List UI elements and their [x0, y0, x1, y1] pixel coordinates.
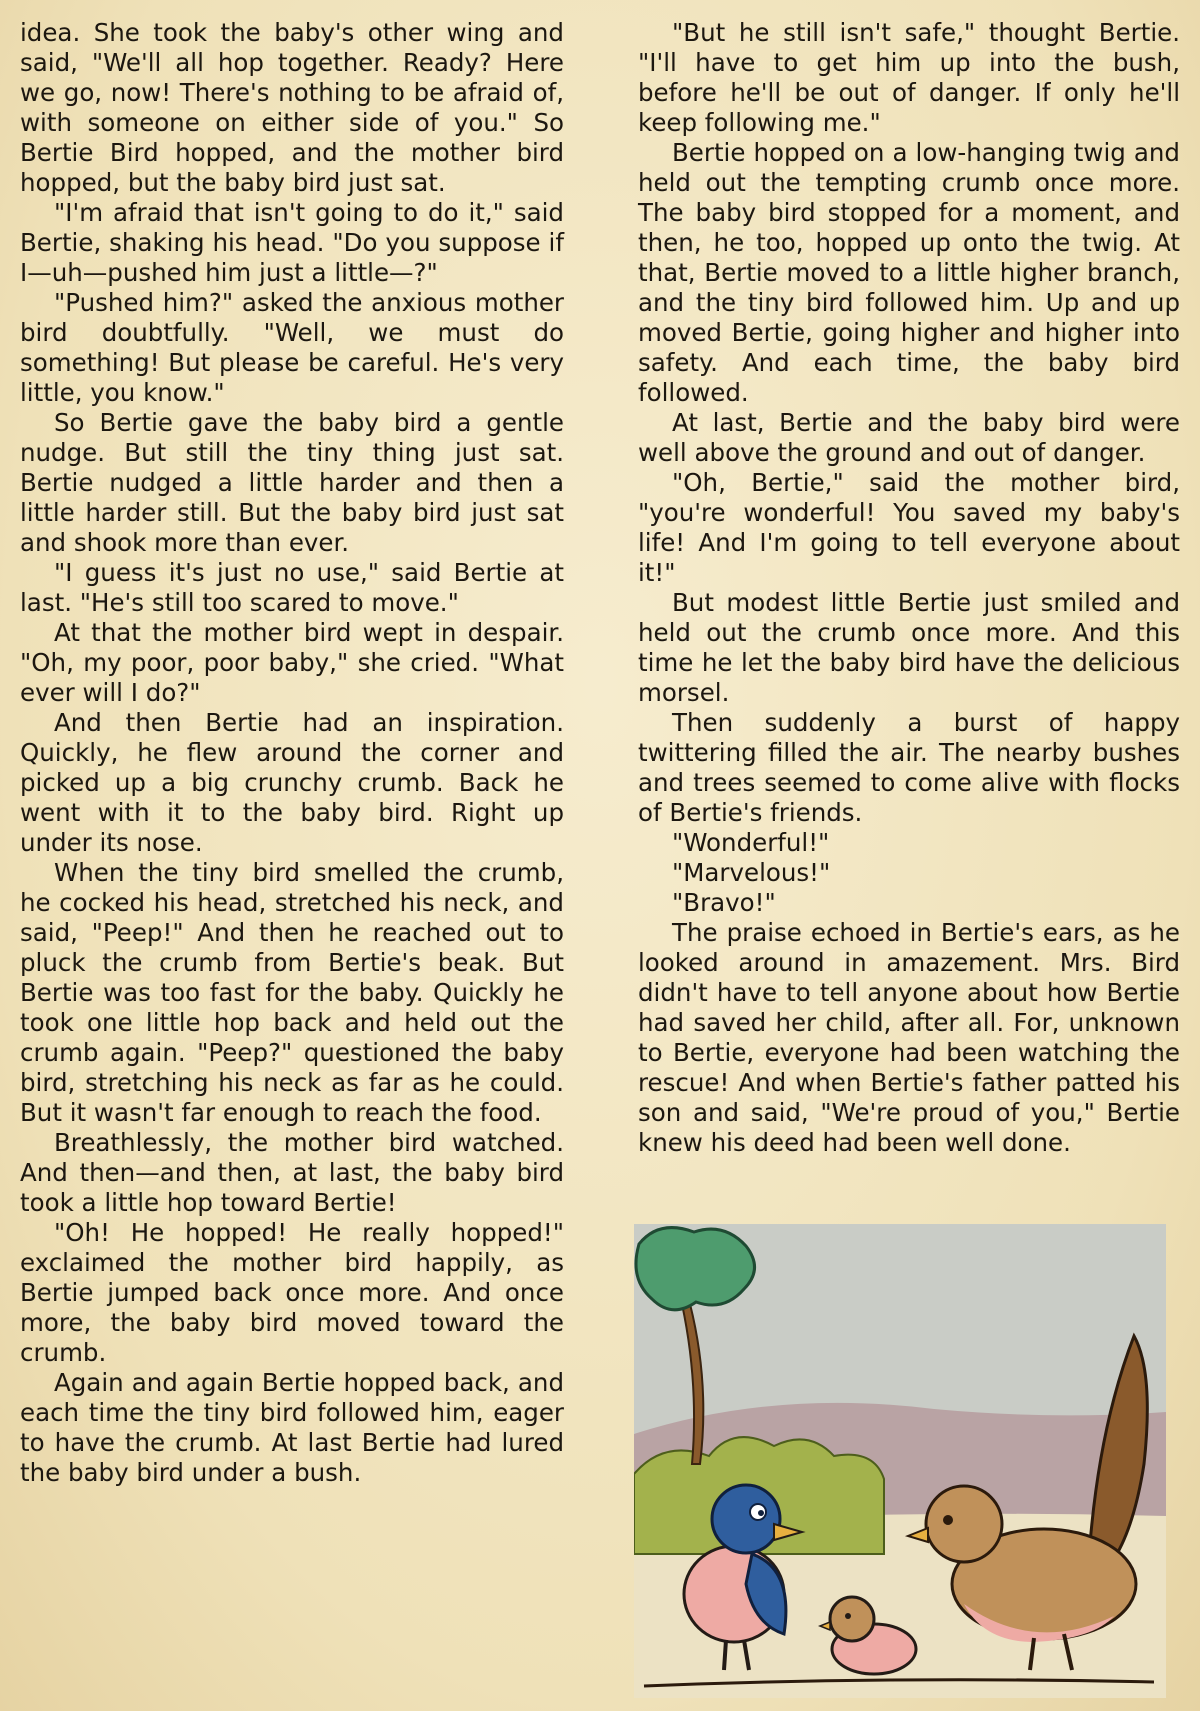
baby-eye [845, 1613, 851, 1619]
paragraph: So Bertie gave the baby bird a gentle nudge. But still the tiny thing just sat. Bertie nudged a little harder and then a little harder still. But the baby bird just sat and shook more than ever. [20, 408, 564, 557]
paragraph: "Pushed him?" asked the anxious mother bird doubtfully. "Well, we must do something! But please be careful. He's very little, you know." [20, 288, 564, 407]
paragraph: The praise echoed in Bertie's ears, as he looked around in amazement. Mrs. Bird didn't have to tell anyone about how Bertie had saved her child, after all. For, unknown to Bertie, everyone had been watching the rescue! And when Bertie's father patted his son and said, "We're proud of you," Bertie knew his deed had been well done. [638, 918, 1180, 1157]
paragraph: But modest little Bertie just smiled and held out the crumb once more. And this time he let the baby bird have the delicious morsel. [638, 588, 1180, 707]
bertie-head [712, 1485, 780, 1553]
paragraph: "Wonderful!" [672, 828, 830, 857]
right-column [638, 18, 1180, 1158]
paragraph: At that the mother bird wept in despair. "Oh, my poor, poor baby," she cried. "What ever will I do?" [20, 618, 564, 707]
birds-illustration [634, 1224, 1166, 1698]
paragraph: At last, Bertie and the baby bird were well above the ground and out of danger. [638, 408, 1180, 467]
mother-eye [943, 1515, 953, 1525]
mother-head [926, 1486, 1002, 1562]
paragraph: idea. She took the baby's other wing and said, "We'll all hop together. Ready? Here we go, now! There's nothing to be afraid of, with someone on either side of you." So Bertie Bird hopped, and the mother bird hopped, but the baby bird just sat. [20, 18, 564, 197]
paragraph: "Oh! He hopped! He really hopped!" exclaimed the mother bird happily, as Bertie jumped back once more. And once more, the baby bird moved toward the crumb. [20, 1218, 564, 1367]
left-column [20, 18, 564, 1488]
paragraph: "Oh, Bertie," said the mother bird, "you're wonderful! You saved my baby's life! And I'm going to tell everyone about it!" [638, 468, 1180, 587]
paragraph: And then Bertie had an inspiration. Quickly, he flew around the corner and picked up a big crunchy crumb. Back he went with it to the baby bird. Right up under its nose. [20, 708, 564, 857]
paragraph: Bertie hopped on a low-hanging twig and held out the tempting crumb once more. The baby bird stopped for a moment, and then, he too, hopped up onto the twig. At that, Bertie moved to a little higher branch, and the tiny bird followed him. Up and up moved Bertie, going higher and higher into safety. And each time, the baby bird followed. [638, 138, 1180, 407]
paragraph: "Marvelous!" [672, 858, 831, 887]
paragraph: "But he still isn't safe," thought Bertie. "I'll have to get him up into the bush, before he'll be out of danger. If only he'll keep following me." [638, 18, 1180, 137]
tree-leaves [636, 1228, 755, 1310]
baby-head [830, 1597, 874, 1641]
paragraph: Breathlessly, the mother bird watched. And then—and then, at last, the baby bird took a little hop toward Bertie! [20, 1128, 564, 1217]
paragraph: Again and again Bertie hopped back, and each time the tiny bird followed him, eager to have the crumb. At last Bertie had lured the baby bird under a bush. [20, 1368, 564, 1487]
paragraph: When the tiny bird smelled the crumb, he cocked his head, stretched his neck, and said, "Peep!" And then he reached out to pluck the crumb from Bertie's beak. But Bertie was too fast for the baby. Quickly he took one little hop back and held out the crumb again. "Peep?" questioned the baby bird, stretching his neck as far as he could. But it wasn't far enough to reach the food. [20, 858, 564, 1127]
paragraph: "Bravo!" [672, 888, 776, 917]
paragraph: "I'm afraid that isn't going to do it," said Bertie, shaking his head. "Do you suppose if I—uh—pushed him just a little—?" [20, 198, 564, 287]
paragraph: "I guess it's just no use," said Bertie at last. "He's still too scared to move." [20, 558, 564, 617]
paragraph: Then suddenly a burst of happy twittering filled the air. The nearby bushes and trees seemed to come alive with flocks of Bertie's friends. [638, 708, 1180, 827]
bertie-pupil [758, 1510, 764, 1516]
